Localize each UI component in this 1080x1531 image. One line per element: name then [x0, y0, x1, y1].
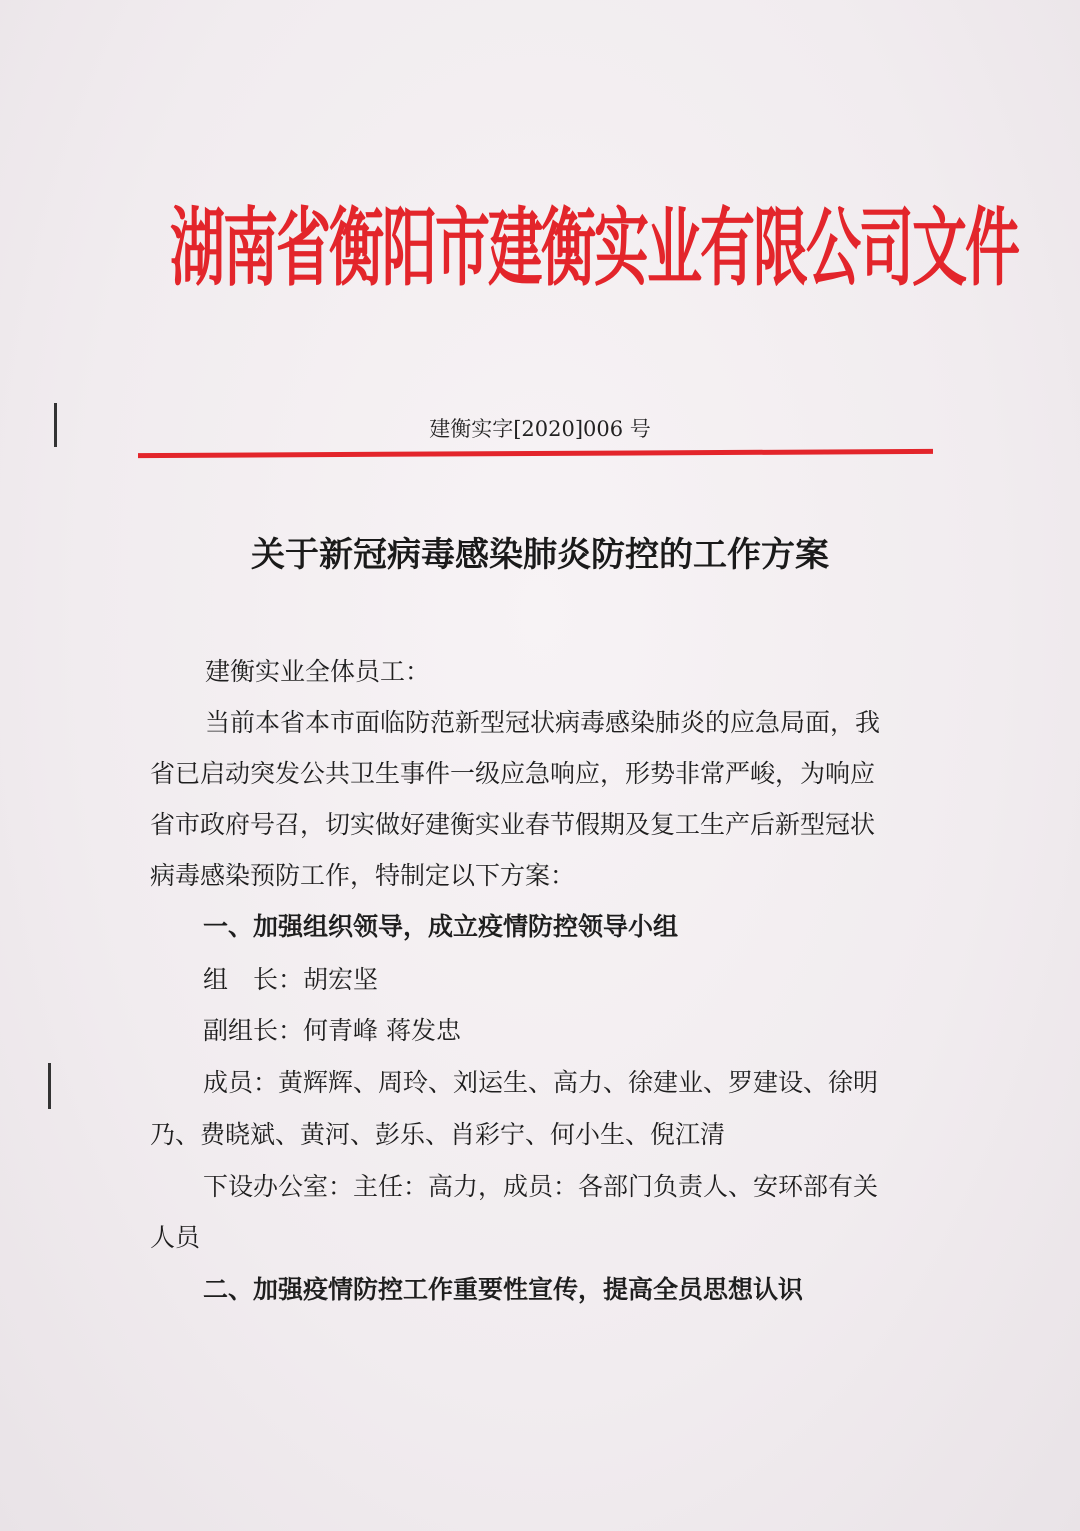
binding-mark: [48, 1063, 51, 1109]
intro-line-2: 省已启动突发公共卫生事件一级应急响应，形势非常严峻，为响应: [150, 759, 876, 788]
members-line-1: 成员：黄辉辉、周玲、刘运生、高力、徐建业、罗建设、徐明: [203, 1068, 879, 1097]
intro-line-4: 病毒感染预防工作，特制定以下方案：: [150, 861, 576, 890]
members-line-2: 乃、费晓斌、黄河、彭乐、肖彩宁、何小生、倪江清: [150, 1120, 726, 1149]
group-leader: 组 长：胡宏坚: [203, 965, 379, 994]
office-line-2: 人员: [150, 1223, 201, 1252]
document-number: 建衡实字[2020]006 号: [429, 417, 651, 441]
office-line-1: 下设办公室：主任：高力，成员：各部门负责人、安环部有关: [203, 1172, 879, 1201]
document-title: 关于新冠病毒感染肺炎防控的工作方案: [251, 535, 829, 575]
intro-line-1: 当前本省本市面临防范新型冠状病毒感染肺炎的应急局面，我: [205, 708, 881, 737]
deputy-leader: 副组长：何青峰 蒋发忠: [203, 1016, 461, 1045]
letterhead-title: 湖南省衡阳市建衡实业有限公司文件: [170, 198, 1019, 298]
salutation: 建衡实业全体员工：: [205, 657, 431, 686]
red-divider: [138, 449, 933, 458]
section-1-heading: 一、加强组织领导，成立疫情防控领导小组: [203, 912, 679, 941]
intro-line-3: 省市政府号召，切实做好建衡实业春节假期及复工生产后新型冠状: [150, 810, 876, 839]
section-2-heading: 二、加强疫情防控工作重要性宣传，提高全员思想认识: [203, 1275, 804, 1304]
